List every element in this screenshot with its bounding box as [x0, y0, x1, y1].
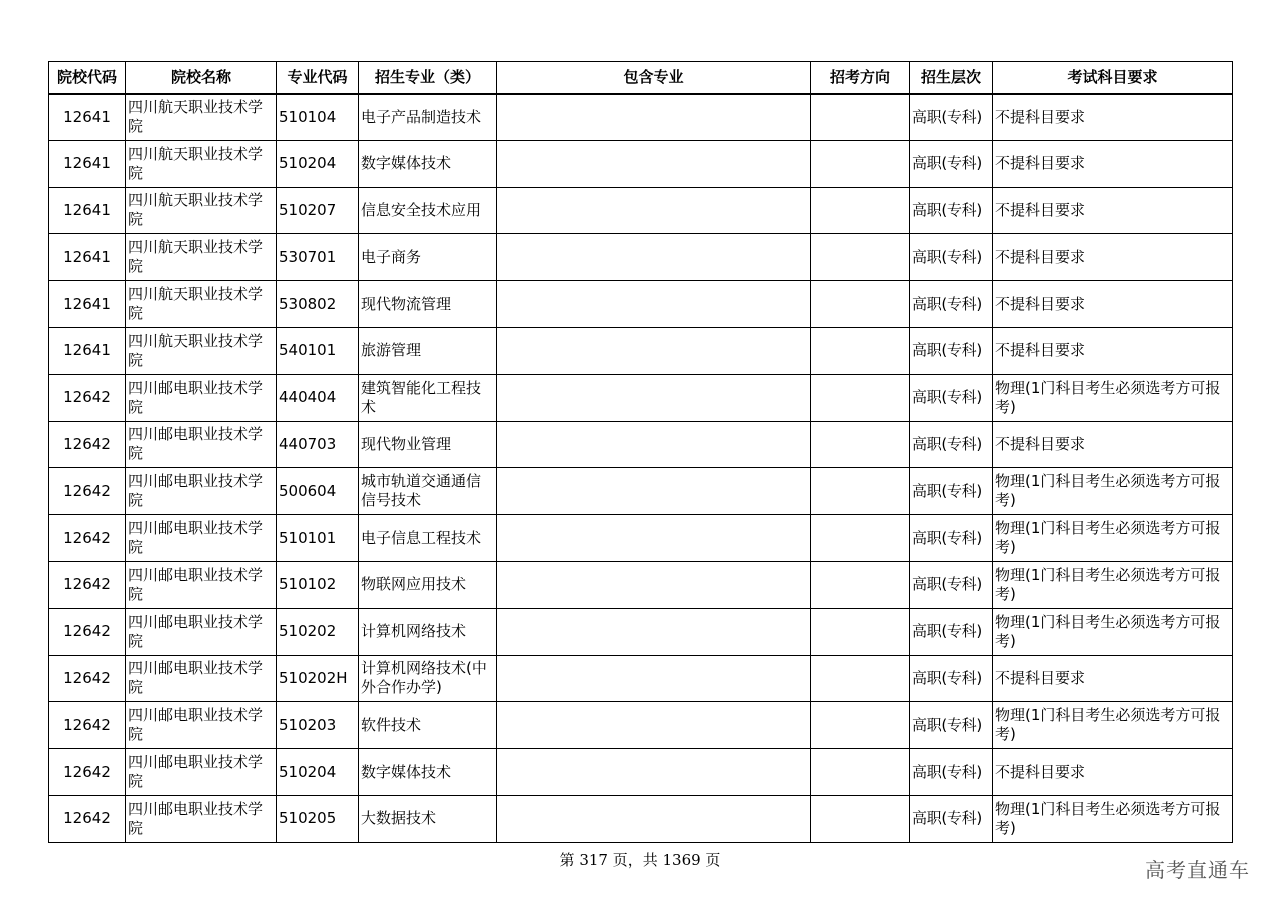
cell-direction — [811, 234, 910, 281]
cell-level: 高职(专科) — [910, 702, 993, 749]
header-level: 招生层次 — [910, 62, 993, 94]
cell-school-name — [126, 561, 277, 608]
cell-subject-requirement-text: 不提科目要求 — [995, 154, 1086, 173]
cell-included-majors — [497, 655, 811, 702]
cell-included-majors — [497, 561, 811, 608]
cell-school-name-text: 四川邮电职业技术学院 — [128, 425, 264, 463]
header-row — [49, 62, 1233, 94]
cell-subject-requirement-text: 物理(1门科目考生必须选考方可报考) — [995, 706, 1221, 744]
cell-subject-requirement — [993, 374, 1233, 421]
cell-school-name — [126, 374, 277, 421]
cell-included-majors — [497, 795, 811, 842]
cell-level: 高职(专科) — [910, 655, 993, 702]
cell-school-name-text: 四川航天职业技术学院 — [128, 285, 264, 323]
watermark-text: 高考直通车 — [1145, 858, 1250, 882]
cell-school-code: 12641 — [49, 140, 126, 187]
cell-level: 高职(专科) — [910, 140, 993, 187]
cell-major-code: 510101 — [277, 515, 359, 562]
cell-major — [359, 608, 497, 655]
cell-subject-requirement — [993, 140, 1233, 187]
cell-major — [359, 702, 497, 749]
cell-included-majors — [497, 234, 811, 281]
cell-major-text: 数字媒体技术 — [361, 154, 452, 173]
cell-subject-requirement-text: 物理(1门科目考生必须选考方可报考) — [995, 378, 1221, 416]
cell-major-text: 数字媒体技术 — [361, 762, 452, 781]
table-row — [49, 327, 1233, 374]
cell-school-code: 12642 — [49, 655, 126, 702]
cell-subject-requirement-text: 物理(1门科目考生必须选考方可报考) — [995, 612, 1221, 650]
cell-school-name — [126, 421, 277, 468]
cell-major-text: 大数据技术 — [361, 809, 437, 828]
cell-subject-requirement-text: 不提科目要求 — [995, 107, 1086, 126]
cell-direction — [811, 702, 910, 749]
cell-school-name — [126, 702, 277, 749]
cell-subject-requirement — [993, 187, 1233, 234]
header-included-majors: 包含专业 — [497, 62, 811, 94]
cell-school-code: 12642 — [49, 749, 126, 796]
cell-direction — [811, 421, 910, 468]
cell-school-code: 12642 — [49, 374, 126, 421]
cell-school-code: 12641 — [49, 327, 126, 374]
cell-major — [359, 421, 497, 468]
cell-school-code: 12642 — [49, 561, 126, 608]
cell-school-code: 12642 — [49, 468, 126, 515]
cell-major-code: 510205 — [277, 795, 359, 842]
cell-subject-requirement — [993, 327, 1233, 374]
table-row — [49, 749, 1233, 796]
cell-school-code: 12642 — [49, 608, 126, 655]
cell-subject-requirement — [993, 608, 1233, 655]
cell-direction — [811, 515, 910, 562]
cell-school-name-text: 四川邮电职业技术学院 — [128, 565, 264, 603]
cell-direction — [811, 795, 910, 842]
cell-school-name — [126, 94, 277, 141]
cell-level: 高职(专科) — [910, 94, 993, 141]
cell-school-name — [126, 234, 277, 281]
cell-school-name-text: 四川邮电职业技术学院 — [128, 753, 264, 791]
cell-direction — [811, 281, 910, 328]
cell-school-name-text: 四川航天职业技术学院 — [128, 191, 264, 229]
cell-school-code: 12642 — [49, 702, 126, 749]
cell-subject-requirement — [993, 749, 1233, 796]
cell-direction — [811, 561, 910, 608]
cell-subject-requirement-text: 不提科目要求 — [995, 341, 1086, 360]
cell-included-majors — [497, 515, 811, 562]
table-row — [49, 234, 1233, 281]
cell-school-code: 12641 — [49, 94, 126, 141]
table-row — [49, 94, 1233, 141]
cell-level: 高职(专科) — [910, 187, 993, 234]
table-row — [49, 561, 1233, 608]
cell-school-name-text: 四川航天职业技术学院 — [128, 238, 264, 276]
cell-subject-requirement — [993, 515, 1233, 562]
cell-major-code: 510204 — [277, 749, 359, 796]
cell-school-name-text: 四川邮电职业技术学院 — [128, 799, 264, 837]
cell-included-majors — [497, 94, 811, 141]
cell-level: 高职(专科) — [910, 608, 993, 655]
cell-school-name — [126, 281, 277, 328]
cell-included-majors — [497, 421, 811, 468]
cell-major-text: 电子商务 — [361, 247, 422, 266]
cell-major — [359, 234, 497, 281]
cell-school-code: 12642 — [49, 515, 126, 562]
cell-major — [359, 655, 497, 702]
cell-school-code: 12642 — [49, 421, 126, 468]
cell-major — [359, 468, 497, 515]
cell-subject-requirement-text: 物理(1门科目考生必须选考方可报考) — [995, 565, 1221, 603]
cell-school-name-text: 四川邮电职业技术学院 — [128, 519, 264, 557]
cell-major-text: 电子信息工程技术 — [361, 528, 482, 547]
cell-school-name — [126, 795, 277, 842]
cell-school-name — [126, 468, 277, 515]
cell-direction — [811, 94, 910, 141]
cell-level: 高职(专科) — [910, 234, 993, 281]
cell-level: 高职(专科) — [910, 515, 993, 562]
cell-included-majors — [497, 187, 811, 234]
table-row — [49, 515, 1233, 562]
cell-subject-requirement — [993, 795, 1233, 842]
cell-level: 高职(专科) — [910, 281, 993, 328]
cell-direction — [811, 187, 910, 234]
cell-level: 高职(专科) — [910, 327, 993, 374]
table-body — [49, 94, 1233, 843]
cell-subject-requirement-text: 不提科目要求 — [995, 200, 1086, 219]
cell-subject-requirement — [993, 94, 1233, 141]
header-direction: 招考方向 — [811, 62, 910, 94]
cell-school-name — [126, 140, 277, 187]
cell-school-code: 12642 — [49, 795, 126, 842]
table-row — [49, 187, 1233, 234]
header-school-code: 院校代码 — [49, 62, 126, 94]
cell-major-text: 电子产品制造技术 — [361, 107, 482, 126]
cell-subject-requirement — [993, 234, 1233, 281]
cell-subject-requirement — [993, 561, 1233, 608]
cell-major-text: 旅游管理 — [361, 341, 422, 360]
cell-included-majors — [497, 374, 811, 421]
cell-school-code: 12641 — [49, 281, 126, 328]
cell-major — [359, 374, 497, 421]
cell-major-code: 540101 — [277, 327, 359, 374]
cell-major-text: 现代物业管理 — [361, 434, 452, 453]
cell-school-name — [126, 515, 277, 562]
cell-school-code: 12641 — [49, 234, 126, 281]
cell-major-text: 软件技术 — [361, 715, 422, 734]
cell-major — [359, 515, 497, 562]
cell-included-majors — [497, 702, 811, 749]
cell-major-text: 计算机网络技术 — [361, 622, 467, 641]
cell-direction — [811, 608, 910, 655]
cell-subject-requirement-text: 物理(1门科目考生必须选考方可报考) — [995, 472, 1221, 510]
header-major: 招生专业（类） — [359, 62, 497, 94]
cell-major-code: 510204 — [277, 140, 359, 187]
cell-school-name-text: 四川邮电职业技术学院 — [128, 378, 264, 416]
table-row — [49, 374, 1233, 421]
cell-direction — [811, 749, 910, 796]
cell-included-majors — [497, 468, 811, 515]
page-number: 第 317 页，共 1369 页 — [559, 851, 721, 869]
cell-subject-requirement — [993, 655, 1233, 702]
table-row — [49, 421, 1233, 468]
cell-subject-requirement-text: 不提科目要求 — [995, 668, 1086, 687]
cell-subject-requirement-text: 物理(1门科目考生必须选考方可报考) — [995, 799, 1221, 837]
admissions-table — [48, 61, 1233, 843]
cell-subject-requirement-text: 不提科目要求 — [995, 247, 1086, 266]
cell-subject-requirement-text: 不提科目要求 — [995, 762, 1086, 781]
cell-school-name — [126, 749, 277, 796]
cell-major-text: 物联网应用技术 — [361, 575, 467, 594]
cell-major — [359, 561, 497, 608]
table-row — [49, 140, 1233, 187]
cell-direction — [811, 327, 910, 374]
cell-school-name — [126, 327, 277, 374]
cell-school-name-text: 四川邮电职业技术学院 — [128, 612, 264, 650]
cell-school-code: 12641 — [49, 187, 126, 234]
cell-major-code: 510202 — [277, 608, 359, 655]
cell-major-text: 现代物流管理 — [361, 294, 452, 313]
cell-major-code: 510104 — [277, 94, 359, 141]
cell-major — [359, 795, 497, 842]
cell-included-majors — [497, 608, 811, 655]
cell-direction — [811, 655, 910, 702]
cell-direction — [811, 468, 910, 515]
cell-school-name-text: 四川邮电职业技术学院 — [128, 706, 264, 744]
cell-major — [359, 140, 497, 187]
cell-major-code: 510203 — [277, 702, 359, 749]
cell-school-name — [126, 608, 277, 655]
cell-subject-requirement-text: 物理(1门科目考生必须选考方可报考) — [995, 519, 1221, 557]
cell-major-text: 建筑智能化工程技术 — [361, 378, 482, 416]
table-header — [49, 62, 1233, 94]
cell-major-text: 信息安全技术应用 — [361, 200, 482, 219]
cell-major — [359, 749, 497, 796]
header-subject-requirement: 考试科目要求 — [993, 62, 1233, 94]
cell-level: 高职(专科) — [910, 561, 993, 608]
cell-major-code: 510207 — [277, 187, 359, 234]
cell-subject-requirement-text: 不提科目要求 — [995, 294, 1086, 313]
cell-school-name — [126, 655, 277, 702]
cell-school-name-text: 四川航天职业技术学院 — [128, 98, 264, 136]
table-row — [49, 655, 1233, 702]
header-school-name: 院校名称 — [126, 62, 277, 94]
cell-level: 高职(专科) — [910, 795, 993, 842]
table-row — [49, 281, 1233, 328]
cell-major-code: 510202H — [277, 655, 359, 702]
cell-major-code: 510102 — [277, 561, 359, 608]
cell-level: 高职(专科) — [910, 374, 993, 421]
cell-major-code: 500604 — [277, 468, 359, 515]
cell-school-name-text: 四川邮电职业技术学院 — [128, 659, 264, 697]
cell-level: 高职(专科) — [910, 749, 993, 796]
cell-included-majors — [497, 749, 811, 796]
cell-major-code: 530802 — [277, 281, 359, 328]
cell-subject-requirement — [993, 281, 1233, 328]
cell-school-name — [126, 187, 277, 234]
table-row — [49, 795, 1233, 842]
cell-subject-requirement-text: 不提科目要求 — [995, 434, 1086, 453]
cell-level: 高职(专科) — [910, 421, 993, 468]
cell-major-code: 530701 — [277, 234, 359, 281]
cell-subject-requirement — [993, 702, 1233, 749]
cell-major-code: 440404 — [277, 374, 359, 421]
cell-major — [359, 327, 497, 374]
table-row — [49, 468, 1233, 515]
cell-direction — [811, 374, 910, 421]
cell-school-name-text: 四川航天职业技术学院 — [128, 144, 264, 182]
cell-major-text: 城市轨道交通通信信号技术 — [361, 472, 482, 510]
cell-major-code: 440703 — [277, 421, 359, 468]
cell-included-majors — [497, 327, 811, 374]
cell-subject-requirement — [993, 421, 1233, 468]
cell-school-name-text: 四川航天职业技术学院 — [128, 331, 264, 369]
cell-major-text: 计算机网络技术(中外合作办学) — [361, 659, 487, 697]
cell-level: 高职(专科) — [910, 468, 993, 515]
cell-major — [359, 187, 497, 234]
cell-subject-requirement — [993, 468, 1233, 515]
cell-direction — [811, 140, 910, 187]
cell-major — [359, 281, 497, 328]
table-row — [49, 702, 1233, 749]
table-row — [49, 608, 1233, 655]
header-major-code: 专业代码 — [277, 62, 359, 94]
cell-school-name-text: 四川邮电职业技术学院 — [128, 472, 264, 510]
cell-included-majors — [497, 281, 811, 328]
cell-included-majors — [497, 140, 811, 187]
cell-major — [359, 94, 497, 141]
